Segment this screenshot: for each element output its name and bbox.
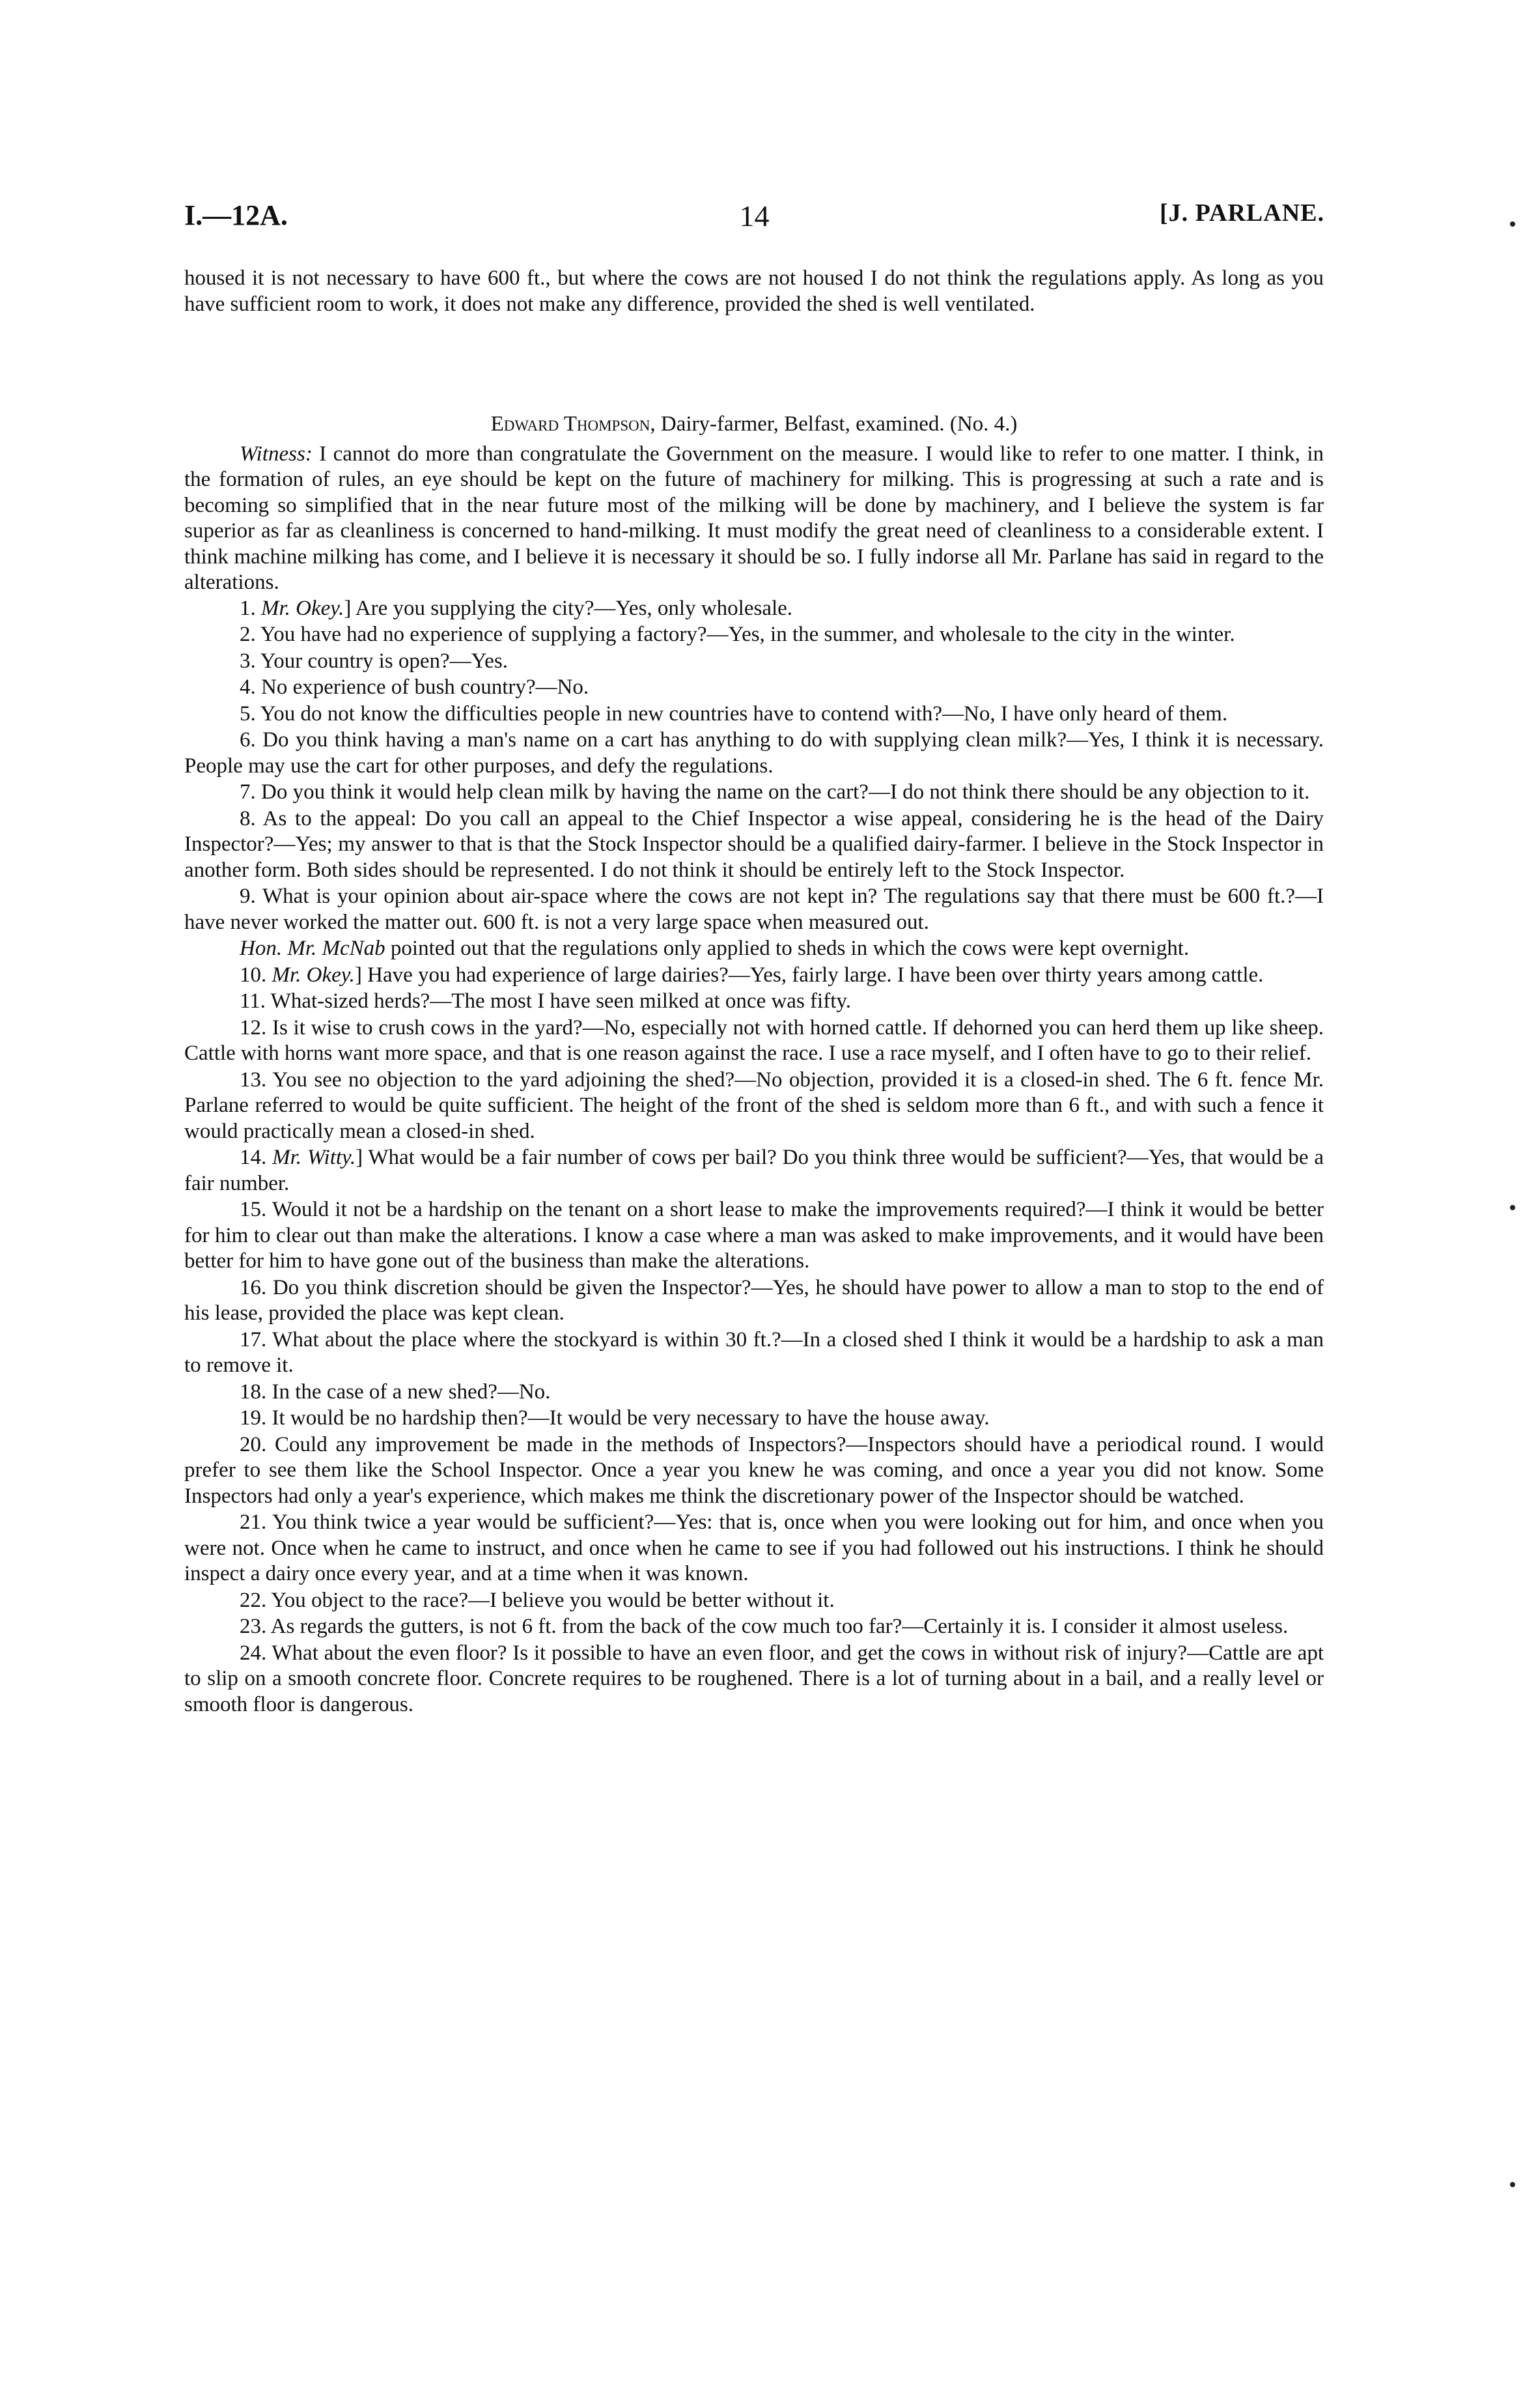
witness-label: Witness: — [240, 442, 313, 466]
qa-item — [184, 884, 1324, 935]
qa-text: 12. Is it wise to crush cows in the yard?—No, especially not with horned cattle. If dehorned you can herd them up like sheep. Cattle with horns want more space, and that is one reason against the race. I use a race myself, and I often have to go to their relief. — [184, 1015, 1324, 1065]
qa-item — [184, 1380, 1324, 1406]
qa-item — [184, 963, 1324, 989]
page-number: 14 — [739, 199, 770, 233]
qa-item — [184, 780, 1324, 806]
qa-item — [184, 936, 1324, 962]
qa-item — [184, 1275, 1324, 1327]
qa-text: 24. What about the even floor? Is it possible to have an even floor, and get the cows in without risk of injury?—Cattle are apt to slip on a smooth concrete floor. Concrete requires to be roughened. There is a lot of turning about in a bail, and a really level or smooth floor is dangerous. — [184, 1641, 1324, 1716]
witness-heading-rest: , Dairy-farmer, Belfast, examined. (No. 4.) — [650, 412, 1018, 436]
page-body — [184, 266, 1324, 1718]
witness-statement — [184, 442, 1324, 596]
qa-text: 23. As regards the gutters, is not 6 ft. from the back of the cow much too far?—Certainly it is. I consider it almost useless. — [240, 1615, 1289, 1638]
qa-number: 10. — [240, 963, 272, 987]
qa-item — [184, 1327, 1324, 1379]
witness-heading — [184, 412, 1324, 438]
qa-item — [184, 649, 1324, 675]
witness-running-head: [J. PARLANE. — [1159, 199, 1324, 227]
qa-text: 2. You have had no experience of supplying a factory?—Yes, in the summer, and wholesale to the city in the winter. — [240, 623, 1235, 646]
qa-item — [184, 728, 1324, 779]
qa-item — [184, 1510, 1324, 1587]
qa-text: 3. Your country is open?—Yes. — [240, 649, 508, 673]
qa-speaker: Hon. Mr. McNab — [240, 937, 385, 960]
qa-item — [184, 806, 1324, 884]
qa-text: 11. What-sized herds?—The most I have seen milked at once was fifty. — [240, 989, 851, 1013]
qa-item — [184, 1588, 1324, 1614]
qa-item — [184, 1432, 1324, 1510]
qa-text: 5. You do not know the difficulties people in new countries have to contend with?—No, I have only heard of them. — [240, 701, 1228, 726]
qa-text: 17. What about the place where the stockyard is within 30 ft.?—In a closed shed I think it would be a hardship to ask a man to remove it. — [184, 1327, 1324, 1377]
margin-dot — [1510, 2182, 1515, 2187]
continued-paragraph: housed it is not necessary to have 600 ft., but where the cows are not housed I do not think the regulations apply. As long as you have sufficient room to work, it does not make any difference, provided the shed is well ventilated. — [184, 266, 1324, 316]
witness-statement-text: I cannot do more than congratulate the Government on the measure. I would like to refer to one matter. I think, in the formation of rules, an eye should be kept on the future of machinery for milking. This is progressing at such a rate and is becoming so simplified that in the near future most of the milking will be done by machinery, and I believe the system is far superior as far as cleanliness is concerned to hand-milking. It must modify the great need of cleanliness to a considerable extent. I think machine milking has come, and I believe it is necessary it should be so. I fully indorse all Mr. Parlane has said in regard to the alterations. — [184, 442, 1324, 594]
qa-text: 21. You think twice a year would be sufficient?—Yes: that is, once when you were looking out for him, and once when you were not. Once when he came to instruct, and once when he came to see if you had followed out his instructions. I think he should inspect a dairy once every year, and at a time when it was known. — [184, 1510, 1324, 1585]
qa-text: 6. Do you think having a man's name on a cart has anything to do with supplying clean milk?—Yes, I think it is necessary. People may use the cart for other purposes, and defy the regulations. — [184, 728, 1324, 778]
qa-text: pointed out that the regulations only applied to sheds in which the cows were kept overnight. — [385, 937, 1190, 960]
qa-text: 7. Do you think it would help clean milk by having the name on the cart?—I do not think there should be any objection to it. — [240, 780, 1310, 804]
margin-dot — [1510, 1205, 1515, 1210]
qa-number: 1. — [240, 596, 261, 620]
qa-text: ] Are you supplying the city?—Yes, only wholesale. — [344, 596, 793, 620]
qa-item — [184, 1068, 1324, 1145]
qa-item — [184, 1614, 1324, 1640]
qa-text: 8. As to the appeal: Do you call an appeal to the Chief Inspector a wise appeal, considering he is the head of the Dairy Inspector?—Yes; my answer to that is that the Stock Inspector should be a qualified dairy-farmer. I believe in the Stock Inspector in another form. Both sides should be represented. I do not think it should be entirely left to the Stock Inspector. — [184, 806, 1324, 882]
qa-text: ] What would be a fair number of cows per bail? Do you think three would be sufficient?—Yes, that would be a fair number. — [184, 1146, 1324, 1195]
question-answer-list — [184, 596, 1324, 1718]
qa-speaker: Mr. Witty. — [272, 1146, 356, 1169]
qa-text: 19. It would be no hardship then?—It would be very necessary to have the house away. — [240, 1406, 990, 1430]
qa-item — [184, 622, 1324, 648]
margin-marks — [1503, 0, 1523, 2408]
qa-number: 14. — [240, 1146, 273, 1169]
margin-dot — [1510, 221, 1515, 227]
qa-text: 20. Could any improvement be made in the methods of Inspectors?—Inspectors should have a periodical round. I would prefer to see them like the School Inspector. Once a year you knew he was coming, and once a year you did not know. Some Inspectors had only a year's experience, which makes me think the discretionary power of the Inspector should be watched. — [184, 1432, 1324, 1508]
qa-item — [184, 1641, 1324, 1718]
qa-item — [184, 1406, 1324, 1432]
page-header — [184, 199, 1324, 244]
qa-text: 4. No experience of bush country?—No. — [240, 675, 589, 699]
document-reference: I.—12A. — [184, 199, 288, 231]
qa-text: ] Have you had experience of large dairies?—Yes, fairly large. I have been over thirty years among cattle. — [354, 963, 1264, 987]
qa-speaker: Mr. Okey. — [261, 596, 344, 620]
qa-text: 15. Would it not be a hardship on the tenant on a short lease to make the improvements required?—I think it would be better for him to clear out than make the alterations. I know a case where a man was asked to make improvements, and it would have been better for him to have gone out of the business than make the alterations. — [184, 1198, 1324, 1273]
qa-text: 22. You object to the race?—I believe you would be better without it. — [240, 1588, 835, 1612]
qa-text: 13. You see no objection to the yard adjoining the shed?—No objection, provided it is a closed-in shed. The 6 ft. fence Mr. Parlane referred to would be quite sufficient. The height of the front of the shed is seldom more than 6 ft., and with such a fence it would practically mean a closed-in shed. — [184, 1068, 1324, 1143]
qa-item — [184, 596, 1324, 622]
qa-text: 18. In the case of a new shed?—No. — [240, 1380, 551, 1404]
qa-text: 9. What is your opinion about air-space where the cows are not kept in? The regulations say that there must be 600 ft.?—I have never worked the matter out. 600 ft. is not a very large space when measured out. — [184, 885, 1324, 934]
qa-text: 16. Do you think discretion should be given the Inspector?—Yes, he should have power to allow a man to stop to the end of his lease, provided the place was kept clean. — [184, 1275, 1324, 1325]
qa-speaker: Mr. Okey. — [272, 963, 355, 987]
qa-item — [184, 675, 1324, 701]
qa-item — [184, 701, 1324, 728]
qa-item — [184, 1145, 1324, 1197]
qa-item — [184, 1015, 1324, 1067]
witness-name: Edward Thompson — [490, 412, 650, 436]
qa-item — [184, 989, 1324, 1015]
qa-item — [184, 1197, 1324, 1275]
